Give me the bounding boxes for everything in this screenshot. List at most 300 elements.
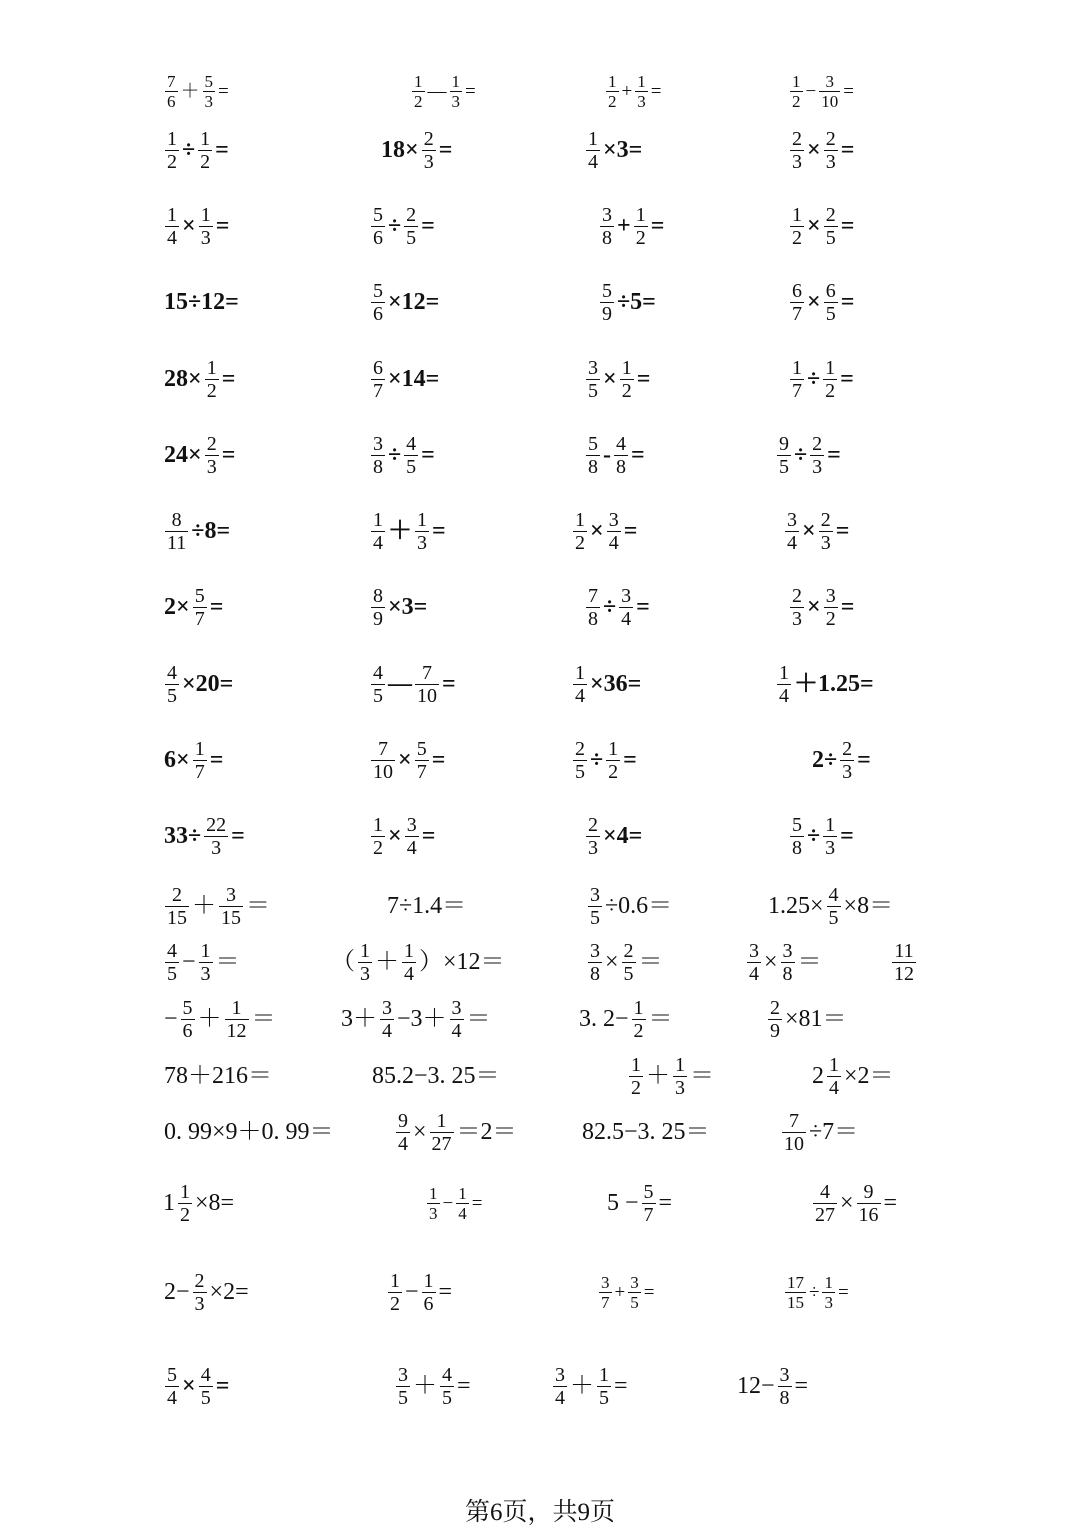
denominator: 8 [373, 455, 383, 478]
operator-text: = [857, 747, 871, 773]
denominator: 4 [555, 1386, 565, 1409]
operator-text: = [883, 1190, 898, 1216]
denominator: 4 [787, 531, 797, 554]
fraction [205, 357, 219, 402]
numerator: 1 [621, 356, 632, 379]
operator-text: ÷8= [191, 518, 231, 544]
operator-text: ×14= [388, 366, 440, 392]
fraction [599, 1273, 612, 1312]
operator-text: = [827, 442, 841, 468]
denominator: 5 [590, 906, 600, 929]
denominator: 2 [792, 91, 801, 111]
numerator: 3 [621, 584, 632, 607]
denominator: 5 [406, 226, 417, 249]
fraction [824, 280, 838, 325]
operator-text: ÷5= [617, 289, 656, 315]
fraction [790, 204, 804, 249]
denominator: 4 [588, 150, 598, 173]
operator-text: + [617, 213, 631, 239]
numerator: 1 [575, 508, 585, 531]
denominator: 3 [417, 531, 427, 554]
numerator: 4 [442, 1363, 452, 1386]
numerator: 4 [828, 883, 839, 906]
operator-text: − [164, 1006, 178, 1032]
denominator: 5 [825, 302, 836, 325]
denominator: 3 [194, 1292, 205, 1315]
operator-text: × [603, 366, 617, 392]
operator-text: — [427, 80, 447, 102]
problem-row [0, 1257, 1080, 1327]
operator-text: ÷ [807, 366, 821, 392]
fraction [781, 940, 795, 985]
numerator: 3 [226, 883, 236, 906]
math-problem [788, 191, 855, 261]
numerator: 1 [390, 1269, 400, 1292]
fraction [614, 433, 628, 478]
denominator: 2 [373, 836, 383, 859]
math-problem [584, 420, 646, 490]
operator-text: ÷ [590, 747, 604, 773]
math-problem [369, 191, 436, 261]
fraction [415, 509, 429, 554]
denominator: 2 [631, 1076, 641, 1099]
fraction [165, 1364, 179, 1409]
problem-row [0, 496, 1080, 566]
denominator: 7 [373, 379, 383, 402]
numerator: 1 [360, 939, 370, 962]
operator-text: = [465, 80, 476, 102]
fraction [371, 585, 385, 630]
operator-text: ×20= [182, 671, 234, 697]
operator-text: ÷ [807, 823, 821, 849]
fraction [181, 997, 195, 1042]
operator-text: ＋ [646, 1063, 670, 1089]
denominator: 12 [894, 962, 914, 985]
math-problem [736, 1351, 809, 1421]
denominator: 2 [167, 150, 177, 173]
numerator: 1 [429, 1183, 438, 1203]
fraction [205, 433, 219, 478]
fraction [219, 884, 243, 929]
problem-row [0, 572, 1080, 642]
fraction [586, 585, 600, 630]
fraction [824, 128, 838, 173]
numerator: 2 [423, 127, 434, 150]
operator-text: = [215, 1373, 230, 1399]
numerator: 5 [373, 279, 383, 302]
denominator: 6 [423, 1292, 434, 1315]
numerator: 3 [601, 1272, 610, 1292]
numerator: 1 [206, 356, 217, 379]
math-problem [571, 649, 642, 719]
denominator: 3 [825, 836, 836, 859]
mixed-number [812, 1054, 843, 1099]
operator-text: = [650, 213, 665, 239]
numerator: 1 [637, 71, 646, 91]
numerator: 1 [200, 203, 211, 226]
denominator: 7 [194, 760, 205, 783]
operator-text: ×3= [603, 137, 643, 163]
fraction [204, 814, 228, 859]
fraction [371, 433, 385, 478]
numerator: 2 [842, 737, 853, 760]
math-problem [811, 1168, 898, 1238]
denominator: 5 [167, 684, 177, 707]
numerator: 2 [792, 584, 802, 607]
whole-part: 2 [812, 1062, 824, 1089]
operator-text: ＋ [180, 80, 200, 102]
operator-text: 18× [381, 137, 419, 163]
numerator: 1 [200, 127, 211, 150]
numerator: 3 [451, 996, 462, 1019]
numerator: 5 [416, 737, 427, 760]
operator-text: = [438, 1279, 453, 1305]
fraction [405, 814, 419, 859]
problem-row [0, 1097, 1080, 1167]
numerator: 7 [588, 584, 598, 607]
fraction [404, 204, 418, 249]
operator-text: = [840, 137, 855, 163]
fraction [822, 1273, 835, 1312]
math-problem [783, 1257, 850, 1327]
operator-text: = [431, 747, 446, 773]
operator-text: = [432, 518, 446, 544]
numerator: 3 [787, 508, 797, 531]
denominator: 3 [360, 962, 370, 985]
fraction [396, 1110, 410, 1155]
operator-text: − [805, 80, 817, 102]
denominator: 5 [630, 1292, 639, 1312]
numerator: 1 [792, 356, 802, 379]
denominator: 3 [206, 455, 217, 478]
denominator: 6 [373, 302, 383, 325]
fraction [199, 1364, 213, 1409]
fraction [586, 433, 600, 478]
math-problem [163, 420, 236, 490]
denominator: 8 [588, 455, 598, 478]
fraction [620, 357, 634, 402]
numerator: 5 [194, 584, 205, 607]
operator-text: ＝ [638, 949, 663, 975]
fraction [165, 204, 179, 249]
denominator: 7 [792, 379, 802, 402]
fraction [824, 585, 838, 630]
operator-text: × [764, 949, 778, 975]
fraction [785, 1273, 806, 1312]
math-problem [163, 267, 240, 337]
math-problem [163, 191, 230, 261]
operator-text: ÷0.6＝ [605, 893, 673, 919]
denominator: 4 [404, 962, 414, 985]
operator-text: - [603, 442, 611, 468]
denominator: 9 [770, 1019, 780, 1042]
numerator: 2 [825, 203, 836, 226]
math-problem [598, 191, 665, 261]
numerator: 3 [588, 356, 598, 379]
numerator: 3 [779, 1363, 790, 1386]
fraction [819, 509, 833, 554]
denominator: 10 [373, 760, 393, 783]
fraction [371, 357, 385, 402]
fraction [371, 814, 385, 859]
denominator: 3 [200, 962, 211, 985]
operator-text: = [840, 213, 855, 239]
fraction [586, 357, 600, 402]
operator-text: 2÷ [812, 747, 838, 773]
fraction [622, 940, 636, 985]
fraction [813, 1181, 837, 1226]
numerator: 9 [398, 1109, 408, 1132]
denominator: 15 [221, 906, 241, 929]
denominator: 3 [675, 1076, 685, 1099]
fraction [586, 814, 600, 859]
numerator: 4 [167, 661, 177, 684]
numerator: 22 [206, 813, 227, 836]
math-problem [581, 1097, 711, 1167]
numerator: 3 [782, 939, 793, 962]
fraction [635, 72, 648, 111]
operator-text: 1.25× [768, 893, 824, 919]
operator-text: ÷ [794, 442, 808, 468]
math-problem [775, 649, 875, 719]
denominator: 4 [373, 531, 383, 554]
math-problem [163, 725, 224, 795]
operator-text: = [221, 442, 236, 468]
fraction [827, 1054, 841, 1099]
numerator: 8 [171, 508, 182, 531]
numerator: 7 [378, 737, 388, 760]
numerator: 3 [825, 584, 836, 607]
fraction [782, 1110, 806, 1155]
math-problem [811, 725, 872, 795]
operator-text: = [623, 518, 638, 544]
fraction [747, 940, 761, 985]
operator-text: = [421, 213, 435, 239]
denominator: 2 [390, 1292, 400, 1315]
denominator: 4 [575, 684, 585, 707]
numerator: 3 [630, 1272, 639, 1292]
operator-text: ＋1.25= [794, 671, 874, 697]
denominator: 2 [825, 379, 836, 402]
operator-text: ＋ [197, 1006, 222, 1032]
denominator: 6 [182, 1019, 193, 1042]
numerator: 4 [167, 939, 177, 962]
numerator: 1 [608, 737, 619, 760]
math-problem [394, 1351, 472, 1421]
operator-text: ＝ [690, 1063, 714, 1089]
numerator: 1 [414, 71, 423, 91]
numerator: 1 [779, 661, 789, 684]
fraction [628, 1273, 641, 1312]
whole-part: 1 [163, 1189, 175, 1216]
fraction [193, 1270, 207, 1315]
problem-row [0, 267, 1080, 337]
fraction [586, 128, 600, 173]
numerator: 2 [770, 996, 780, 1019]
denominator: 10 [784, 1132, 804, 1155]
denominator: 8 [792, 836, 802, 859]
denominator: 5 [575, 760, 585, 783]
numerator: 1 [825, 813, 836, 836]
denominator: 4 [458, 1203, 467, 1223]
operator-text: − [182, 949, 196, 975]
denominator: 12 [226, 1019, 247, 1042]
numerator: 1 [194, 737, 205, 760]
denominator: 4 [829, 1076, 839, 1099]
math-problem [369, 649, 457, 719]
math-problem [369, 572, 428, 642]
denominator: 6 [167, 91, 176, 111]
problem-row [0, 191, 1080, 261]
numerator: 1 [633, 996, 644, 1019]
numerator: 4 [406, 432, 417, 455]
denominator: 3 [820, 531, 831, 554]
fraction [427, 1184, 440, 1223]
fraction [412, 72, 425, 111]
operator-text: = [215, 137, 229, 163]
operator-text: ＋ [375, 949, 399, 975]
fraction [673, 1054, 687, 1099]
fraction [422, 1270, 436, 1315]
numerator: 1 [231, 996, 242, 1019]
math-problem [163, 801, 246, 871]
numerator: 5 [792, 813, 802, 836]
operator-text: = [631, 442, 645, 468]
fraction [824, 204, 838, 249]
math-problem [380, 115, 453, 185]
problem-row [0, 1351, 1080, 1421]
denominator: 8 [782, 962, 793, 985]
numerator: 2 [575, 737, 585, 760]
denominator: 9 [602, 302, 612, 325]
problem-row [0, 801, 1080, 871]
math-problem [386, 1257, 453, 1327]
denominator: 6 [373, 226, 383, 249]
denominator: 3 [792, 607, 802, 630]
fraction [165, 662, 179, 707]
numerator: 2 [792, 127, 802, 150]
denominator: 27 [815, 1203, 835, 1226]
fraction [785, 509, 799, 554]
fraction [790, 280, 804, 325]
operator-text: × [807, 137, 821, 163]
denominator: 3 [200, 226, 211, 249]
numerator: 1 [167, 127, 177, 150]
operator-text: ×2= [209, 1279, 249, 1305]
numerator: 1 [824, 1272, 833, 1292]
operator-text: = [840, 594, 855, 620]
math-problem [606, 1168, 673, 1238]
numerator: 5 [204, 71, 214, 91]
math-problem [369, 496, 447, 566]
fraction [371, 662, 385, 707]
fraction [404, 433, 418, 478]
denominator: 15 [167, 906, 187, 929]
denominator: 27 [431, 1132, 452, 1155]
operator-text: ÷ [809, 1281, 820, 1303]
denominator: 5 [373, 684, 383, 707]
denominator: 5 [825, 226, 836, 249]
numerator: 9 [779, 432, 789, 455]
denominator: 3 [429, 1203, 438, 1223]
operator-text: = [840, 289, 855, 315]
operator-text: = [215, 213, 230, 239]
operator-text: 5 − [607, 1190, 639, 1216]
problem-row [0, 115, 1080, 185]
numerator: 3 [373, 432, 383, 455]
problem-row [0, 1168, 1080, 1238]
math-problem [584, 115, 643, 185]
denominator: 2 [575, 531, 585, 554]
fraction [790, 128, 804, 173]
operator-text: = [221, 366, 236, 392]
numerator: 1 [792, 203, 802, 226]
denominator: 10 [821, 91, 839, 111]
numerator: 5 [643, 1180, 654, 1203]
problem-row [0, 420, 1080, 490]
numerator: 2 [194, 1269, 205, 1292]
denominator: 4 [621, 607, 632, 630]
numerator: 9 [863, 1180, 874, 1203]
fraction [165, 509, 188, 554]
operator-text: = [835, 518, 850, 544]
fraction [415, 738, 429, 783]
operator-text: ×8= [195, 1190, 235, 1216]
numerator: 1 [825, 356, 836, 379]
numerator: 6 [825, 279, 836, 302]
fraction [450, 72, 463, 111]
math-problem [551, 1351, 629, 1421]
denominator: 2 [414, 91, 423, 111]
numerator: 1 [373, 508, 383, 531]
fraction [588, 884, 602, 929]
operator-text: ×81＝ [785, 1006, 847, 1032]
operator-text: × [807, 594, 821, 620]
numerator: 6 [373, 356, 383, 379]
math-problem [584, 344, 651, 414]
fraction [371, 204, 385, 249]
denominator: 10 [417, 684, 437, 707]
operator-text: −3＋ [397, 1006, 447, 1032]
denominator: 5 [779, 455, 789, 478]
denominator: 5 [623, 962, 634, 985]
fraction [165, 128, 179, 173]
operator-text: 3. 2− [579, 1006, 629, 1032]
denominator: 2 [608, 760, 619, 783]
math-problem [369, 725, 446, 795]
operator-text: ÷ [182, 137, 196, 163]
math-problem [584, 801, 643, 871]
denominator: 4 [167, 1386, 177, 1409]
operator-text: × [802, 518, 816, 544]
math-problem [163, 572, 224, 642]
denominator: 5 [599, 1386, 609, 1409]
fraction [607, 509, 621, 554]
operator-text: = [636, 594, 650, 620]
numerator: 1 [588, 127, 598, 150]
math-problem [163, 496, 231, 566]
operator-text: ＝2＝ [456, 1119, 517, 1145]
math-problem [163, 649, 234, 719]
math-problem [369, 344, 440, 414]
numerator: 1 [675, 1053, 685, 1076]
math-problem [369, 267, 440, 337]
numerator: 1 [608, 71, 617, 91]
operator-text: 12− [737, 1373, 775, 1399]
denominator: 5 [828, 906, 839, 929]
denominator: 4 [608, 531, 619, 554]
numerator: 3 [608, 508, 619, 531]
